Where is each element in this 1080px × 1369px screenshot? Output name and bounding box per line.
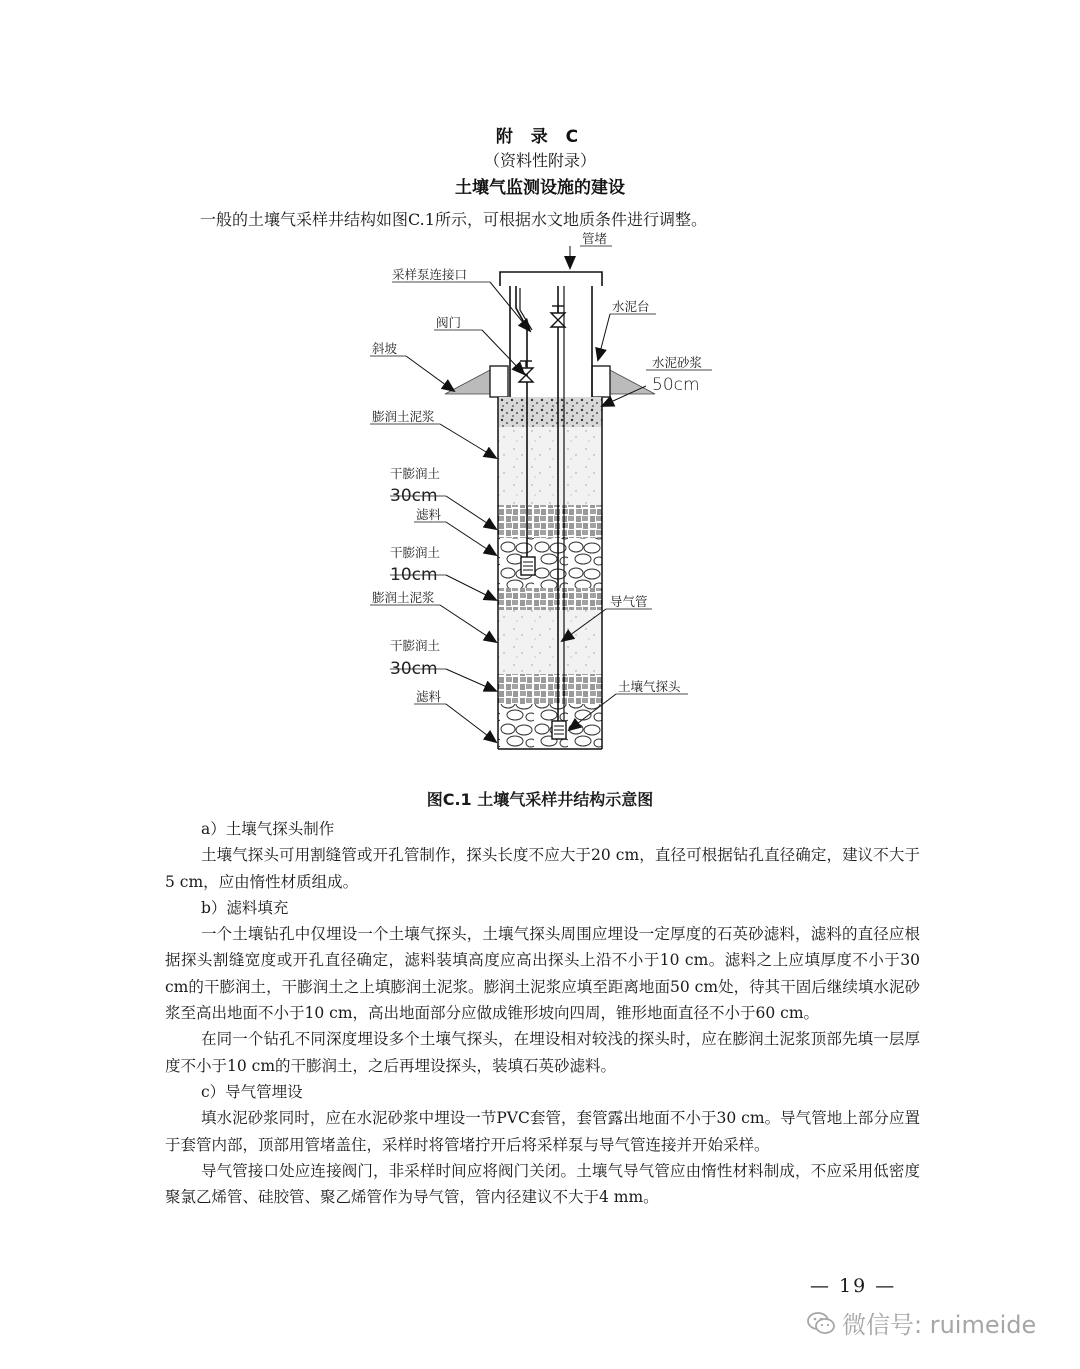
section-a-heading: a）土壤气探头制作	[201, 820, 335, 838]
label-bentonite-slurry-1: 膨润土泥浆	[372, 409, 435, 424]
layer-filter-2	[498, 704, 602, 749]
label-gas-tube: 导气管	[610, 594, 648, 609]
label-valve: 阀门	[436, 315, 462, 330]
label-slope: 斜坡	[372, 341, 398, 356]
label-probe: 土壤气探头	[618, 679, 681, 694]
label-dry-bentonite-2-depth: 10cm	[390, 565, 438, 585]
layer-dry-bentonite-2	[498, 588, 602, 610]
layer-bentonite-slurry-2	[498, 610, 602, 674]
section-b-heading: b）滤料填充	[201, 898, 289, 917]
soil-gas-probe-icon	[552, 721, 566, 739]
label-filter-2: 滤料	[416, 689, 442, 704]
section-c-paragraph-1: 填水泥砂浆同时，应在水泥砂浆中埋设一节PVC套管，套管露出地面不小于30 cm。导气管地上部分应置于套管内部，顶部用管堵盖住，采样时将管堵拧开后将采样泵与导气管连接并开始采样。	[165, 1109, 920, 1154]
label-mortar-depth: 50cm	[652, 375, 700, 395]
section-title: 土壤气监测设施的建设	[455, 178, 625, 198]
label-dry-bentonite-3-depth: 30cm	[390, 659, 438, 679]
sampling-well-diagram	[330, 228, 750, 758]
layer-dry-bentonite-1	[498, 505, 602, 538]
label-pump-port: 采样泵连接口	[392, 267, 468, 282]
section-c-paragraph-2: 导气管接口处应连接阀门，非采样时间应将阀门关闭。土壤气导气管应由惰性材料制成，不应采用低密度聚氯乙烯管、硅胶管、聚乙烯管作为导气管，管内径建议不大于4 mm。	[165, 1161, 920, 1207]
layer-cement-mortar	[498, 397, 602, 427]
layer-dry-bentonite-3	[498, 674, 602, 704]
section-a-paragraph: 土壤气探头可用割缝管或开孔管制作，探头长度不应大于20 cm，直径可根据钻孔直径确定，建议不大于5 cm，应由惰性材质组成。	[165, 846, 920, 891]
body-text	[165, 816, 920, 1210]
label-dry-bentonite-1: 干膨润土	[390, 466, 441, 481]
section-b-paragraph-2: 在同一个钻孔不同深度埋设多个土壤气探头，在埋设相对较浅的探头时，应在膨润土泥浆顶部先填一层厚度不小于10 cm的干膨润土，之后再埋设探头，装填石英砂滤料。	[165, 1030, 920, 1075]
label-dry-bentonite-3: 干膨润土	[390, 638, 441, 653]
label-cement-mortar: 水泥砂浆	[652, 355, 703, 370]
cement-platform-left	[490, 366, 508, 397]
pipe-cap	[500, 272, 602, 286]
appendix-type: （资料性附录）	[483, 151, 596, 170]
page-number: — 19 —	[810, 1275, 897, 1297]
slope-right	[610, 370, 655, 394]
label-dry-bentonite-1-depth: 30cm	[390, 486, 438, 506]
wechat-icon	[806, 1310, 836, 1336]
borehole	[498, 397, 602, 749]
section-b-paragraph-1: 一个土壤钻孔中仅埋设一个土壤气探头，土壤气探头周围应埋设一定厚度的石英砂滤料，滤料的直径应根据探头割缝宽度或开孔直径确定，滤料装填高度应高出探头上沿不小于10 cm。滤料之上应填厚度不小于30 cm的干膨润土，干膨润土之上填膨润土泥浆。膨润土泥浆应填至距离地面50 cm处，待其干固后继续填水泥砂浆至高出地面不小于10 cm，高出地面部分应做成锥形坡向四周，锥形地面直径不小于60 cm。	[165, 925, 920, 1023]
watermark-text: 微信号: ruimeide	[842, 1311, 1037, 1339]
watermark	[806, 1305, 1036, 1340]
label-cap: 管堵	[582, 231, 608, 246]
label-cement-platform: 水泥台	[612, 299, 650, 314]
label-bentonite-slurry-2: 膨润土泥浆	[372, 590, 435, 605]
label-dry-bentonite-2: 干膨润土	[390, 545, 441, 560]
valve-icon	[551, 306, 565, 327]
section-c-heading: c）导气管埋设	[201, 1082, 303, 1101]
layer-bentonite-slurry-1	[498, 427, 602, 505]
intro-text: 一般的土壤气采样井结构如图C.1所示，可根据水文地质条件进行调整。	[200, 210, 707, 229]
soil-gas-probe-icon	[521, 557, 535, 575]
figure-caption: 图C.1 土壤气采样井结构示意图	[426, 790, 654, 809]
label-filter-1: 滤料	[416, 507, 442, 522]
cement-platform-right	[592, 366, 610, 397]
appendix-title: 附 录 C	[495, 127, 585, 147]
layer-filter-1	[498, 538, 602, 588]
slope-left	[445, 370, 490, 394]
